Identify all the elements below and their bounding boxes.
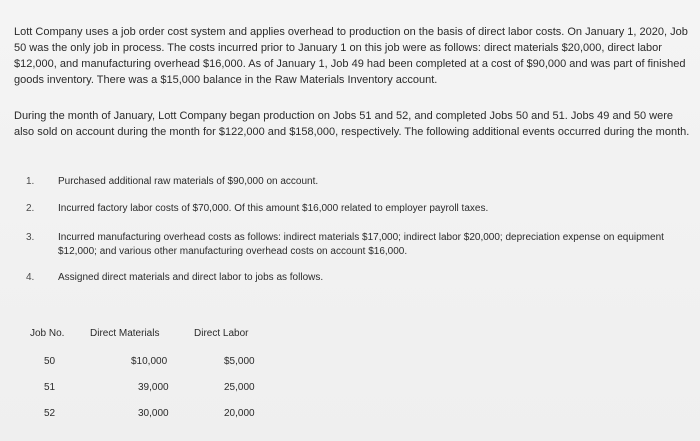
list-item-text: Purchased additional raw materials of $90,000 on account. [58, 176, 319, 187]
intro-paragraph: Lott Company uses a job order cost system and applies overhead to production on the basis of direct labor costs. On January 1, 2020, Job 50 was the only job in process. The costs incurred prior to January 1 on this job were as follows: direct materials $20,000, direct labor $12,000, and manufacturing overhead $16,000. As of January 1, Job 49 had been completed at a cost of $90,000 and was part of finished goods inventory. There was a $15,000 balance in the Raw Materials Inventory account. [14, 26, 688, 86]
list-item-number: 2. [26, 203, 35, 214]
list-item-text: Incurred factory labor costs of $70,000. Of this amount $16,000 related to employer payroll taxes. [58, 203, 489, 214]
table-cell-direct-materials: $10,000 [131, 356, 168, 367]
table-cell-job-no: 50 [44, 356, 56, 367]
table-cell-direct-materials: 39,000 [138, 382, 169, 393]
list-item-text: Incurred manufacturing overhead costs as follows: indirect materials $17,000; indirect labor $20,000; depreciation expense on equipment $12,000; and various other manufacturing overhead costs on account $16,000. [58, 232, 664, 257]
table-cell-direct-labor: 20,000 [224, 408, 255, 419]
table-cell-job-no: 51 [44, 382, 56, 393]
table-cell-job-no: 52 [44, 408, 56, 419]
list-item-number: 3. [26, 232, 35, 243]
list-item-number: 4. [26, 272, 35, 283]
table-cell-direct-materials: 30,000 [138, 408, 169, 419]
table-cell-direct-labor: 25,000 [224, 382, 255, 393]
list-item-number: 1. [26, 176, 35, 187]
list-item-text: Assigned direct materials and direct labor to jobs as follows. [58, 272, 324, 283]
column-header-direct-labor: Direct Labor [194, 328, 249, 339]
column-header-job-no: Job No. [30, 328, 65, 339]
table-cell-direct-labor: $5,000 [224, 356, 255, 367]
january-paragraph: During the month of January, Lott Company began production on Jobs 51 and 52, and completed Jobs 50 and 51. Jobs 49 and 50 were also sold on account during the month for $122,000 and $158,000, respectively. The following additional events occurred during the month. [14, 110, 690, 138]
column-header-direct-materials: Direct Materials [90, 328, 160, 339]
